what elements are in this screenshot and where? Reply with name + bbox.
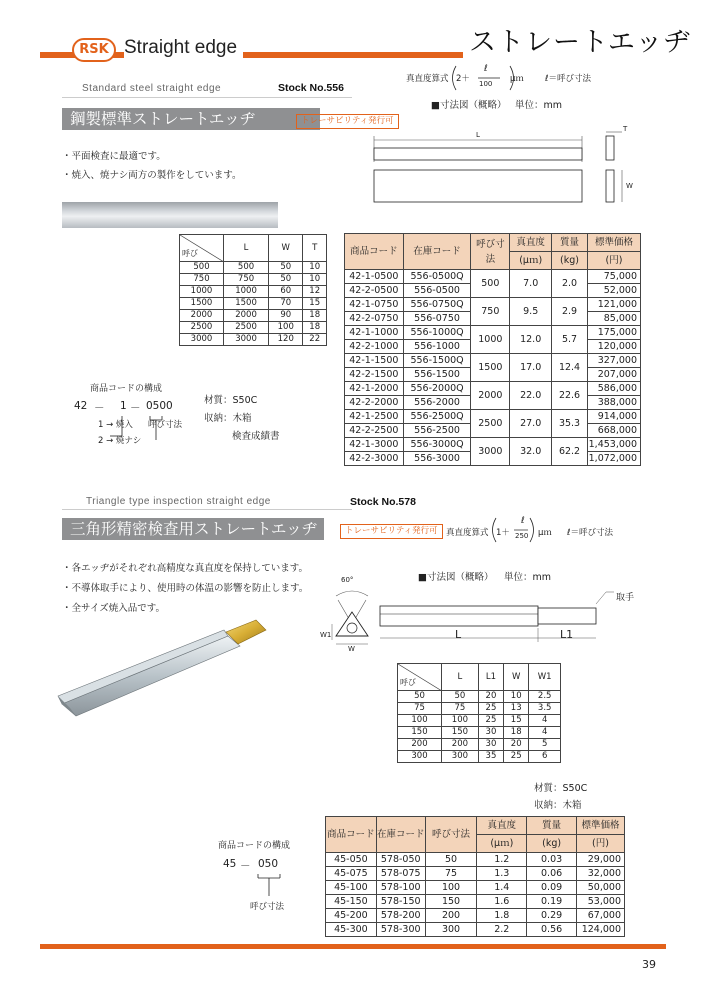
table-cell: 0.19 bbox=[527, 895, 577, 909]
table-cell: 50,000 bbox=[577, 881, 625, 895]
sec1-formula-unit: μｍ bbox=[510, 74, 524, 84]
table-cell: 70 bbox=[269, 298, 303, 310]
table-cell: 67,000 bbox=[577, 909, 625, 923]
header-title-jp: ストレートエッヂ bbox=[463, 20, 697, 59]
table-cell: 1.2 bbox=[477, 853, 527, 867]
table-row bbox=[180, 262, 327, 274]
sec1-diag-W: W bbox=[626, 182, 633, 190]
stock-code-cell: 556-2000Q bbox=[403, 382, 471, 396]
table-cell: 45-050 bbox=[326, 853, 377, 867]
table-cell: 1.6 bbox=[477, 895, 527, 909]
dim-header-corner: 呼び bbox=[180, 235, 224, 262]
table-cell: 0.06 bbox=[527, 867, 577, 881]
price1-h-mass-unit: (kg) bbox=[552, 252, 588, 270]
table-cell: 25 bbox=[478, 715, 503, 727]
sec1-code-dash1: － bbox=[94, 402, 105, 414]
price-cell: 668,000 bbox=[587, 424, 640, 438]
stock-code-cell: 556-0500 bbox=[403, 284, 471, 298]
stock-code-cell: 556-1000 bbox=[403, 340, 471, 354]
table-cell: 578-200 bbox=[376, 909, 425, 923]
size-cell: 750 bbox=[471, 298, 510, 326]
sec2-code-dash: － bbox=[240, 860, 251, 872]
sec1-formula-note: ℓ＝呼び寸法 bbox=[545, 74, 592, 84]
sec1-formula-num: ℓ bbox=[484, 64, 488, 74]
table-row bbox=[326, 853, 625, 867]
mass-cell: 35.3 bbox=[552, 410, 588, 438]
price1-h-code: 商品コード bbox=[345, 234, 404, 270]
table-cell: 45-150 bbox=[326, 895, 377, 909]
sec1-code-b: 1 bbox=[120, 400, 127, 412]
price2-h-price: 標準価格 bbox=[577, 817, 625, 835]
table-cell: 578-150 bbox=[376, 895, 425, 909]
product-code-cell: 42-1-1500 bbox=[345, 354, 404, 368]
sec2-formula-den: 250 bbox=[515, 532, 529, 540]
stock-code-cell: 556-3000 bbox=[403, 452, 471, 466]
product-code-cell: 42-2-0750 bbox=[345, 312, 404, 326]
sec1-diag-T: T bbox=[623, 125, 628, 133]
product-code-cell: 42-2-0500 bbox=[345, 284, 404, 298]
mass-cell: 2.0 bbox=[552, 270, 588, 298]
product-code-cell: 42-1-2000 bbox=[345, 382, 404, 396]
table-cell: 150 bbox=[425, 895, 477, 909]
sec2-band-title: 三角形精密検査用ストレートエッヂ bbox=[62, 518, 324, 540]
sec1-code-a: 42 bbox=[74, 400, 88, 412]
table-cell: 0.56 bbox=[527, 923, 577, 937]
price-cell: 175,000 bbox=[587, 326, 640, 340]
table-cell: 750 bbox=[224, 274, 269, 286]
table-cell: 45-200 bbox=[326, 909, 377, 923]
table-cell: 45-100 bbox=[326, 881, 377, 895]
price-cell: 1,453,000 bbox=[587, 438, 640, 452]
table-cell: 10 bbox=[303, 262, 327, 274]
price-cell: 75,000 bbox=[587, 270, 640, 284]
table-cell: 4 bbox=[529, 715, 561, 727]
table-cell: 60 bbox=[269, 286, 303, 298]
price1-h-flat-unit: (μｍ) bbox=[510, 252, 552, 270]
sec2-code-title: 商品コードの構成 bbox=[218, 841, 291, 851]
table-cell: 50 bbox=[269, 274, 303, 286]
price2-h-flat: 真直度 bbox=[477, 817, 527, 835]
sec1-code-note-2: 2 → 焼ナシ bbox=[98, 436, 142, 446]
table-row bbox=[398, 739, 561, 751]
dim2-header-corner: 呼び bbox=[398, 664, 442, 691]
table-cell: 578-075 bbox=[376, 867, 425, 881]
price2-h-stock: 在庫コード bbox=[376, 817, 425, 853]
table-cell: 90 bbox=[269, 310, 303, 322]
sec2-formula-note: ℓ＝呼び寸法 bbox=[567, 528, 614, 538]
price2-h-code: 商品コード bbox=[326, 817, 377, 853]
product-code-cell: 42-1-2500 bbox=[345, 410, 404, 424]
stock-code-cell: 556-1500Q bbox=[403, 354, 471, 368]
table-cell: 0.29 bbox=[527, 909, 577, 923]
flat-cell: 7.0 bbox=[510, 270, 552, 298]
sec2-formula-unit: μｍ bbox=[538, 528, 552, 538]
table-cell: 50 bbox=[269, 262, 303, 274]
table-cell: 500 bbox=[180, 262, 224, 274]
table-row bbox=[345, 382, 641, 396]
table-cell: 100 bbox=[398, 715, 442, 727]
sec1-diag-L: L bbox=[476, 131, 480, 139]
table-cell: 3000 bbox=[224, 334, 269, 346]
sec1-rule bbox=[62, 97, 352, 98]
sec1-code-dash2: － bbox=[130, 402, 141, 414]
table-cell: 50 bbox=[398, 691, 442, 703]
table-cell: 124,000 bbox=[577, 923, 625, 937]
sec2-dimension-table bbox=[397, 663, 561, 763]
sec2-traceability-badge: トレーサビリティ発行可 bbox=[340, 524, 443, 539]
table-row bbox=[180, 334, 327, 346]
table-row bbox=[345, 270, 641, 284]
price-cell: 388,000 bbox=[587, 396, 640, 410]
table-cell: 75 bbox=[425, 867, 477, 881]
table-cell: 20 bbox=[504, 739, 529, 751]
sec1-code-note-1: 1 → 焼入 bbox=[98, 420, 133, 430]
table-cell: 2000 bbox=[224, 310, 269, 322]
table-cell: 50 bbox=[442, 691, 479, 703]
price1-h-size: 呼び寸法 bbox=[471, 234, 510, 270]
sec2-material: 材質：S50C bbox=[534, 783, 588, 794]
price-cell: 85,000 bbox=[587, 312, 640, 326]
table-cell: 300 bbox=[398, 751, 442, 763]
table-cell: 100 bbox=[269, 322, 303, 334]
mass-cell: 12.4 bbox=[552, 354, 588, 382]
table-cell: 578-300 bbox=[376, 923, 425, 937]
table-row bbox=[398, 751, 561, 763]
product-code-cell: 42-2-1500 bbox=[345, 368, 404, 382]
table-row bbox=[180, 286, 327, 298]
sec2-diagram-label: ■寸法図（概略） bbox=[418, 572, 494, 583]
sec1-formula-den: 100 bbox=[479, 80, 493, 88]
sec2-price-table bbox=[325, 816, 625, 937]
sec1-unit: 単位：mm bbox=[515, 100, 563, 111]
table-cell: 1.8 bbox=[477, 909, 527, 923]
table-cell: 750 bbox=[180, 274, 224, 286]
table-cell: 32,000 bbox=[577, 867, 625, 881]
product-code-cell: 42-2-3000 bbox=[345, 452, 404, 466]
stock-code-cell: 556-3000Q bbox=[403, 438, 471, 452]
table-row bbox=[345, 298, 641, 312]
table-cell: 150 bbox=[442, 727, 479, 739]
sec2-title-en: Triangle type inspection straight edge bbox=[86, 496, 271, 507]
sec2-code-a: 45 bbox=[223, 858, 237, 870]
table-row bbox=[345, 438, 641, 452]
stock-code-cell: 556-2500Q bbox=[403, 410, 471, 424]
sec2-stock-no: Stock No.578 bbox=[350, 496, 416, 508]
product-code-cell: 42-2-2500 bbox=[345, 424, 404, 438]
sec1-diagram-label: ■寸法図（概略） bbox=[431, 100, 507, 111]
table-cell: 53,000 bbox=[577, 895, 625, 909]
stock-code-cell: 556-0750Q bbox=[403, 298, 471, 312]
price-cell: 121,000 bbox=[587, 298, 640, 312]
table-row bbox=[180, 322, 327, 334]
sec2-code-b: 050 bbox=[258, 858, 279, 870]
footer-rule bbox=[40, 944, 666, 949]
sec2-diag-L: L bbox=[455, 628, 462, 641]
table-row bbox=[326, 881, 625, 895]
table-row bbox=[345, 326, 641, 340]
mass-cell: 22.6 bbox=[552, 382, 588, 410]
sec2-formula-a: 1＋ bbox=[496, 528, 510, 538]
table-cell: 500 bbox=[224, 262, 269, 274]
sec2-case: 収納：木箱 bbox=[534, 800, 582, 811]
table-cell: 150 bbox=[398, 727, 442, 739]
price-cell: 914,000 bbox=[587, 410, 640, 424]
sec2-formula-num: ℓ bbox=[521, 516, 525, 526]
table-cell: 30 bbox=[478, 727, 503, 739]
stock-code-cell: 556-2500 bbox=[403, 424, 471, 438]
sec1-price-table bbox=[344, 233, 641, 466]
table-cell: 1.3 bbox=[477, 867, 527, 881]
table-row bbox=[398, 727, 561, 739]
table-cell: 2.5 bbox=[529, 691, 561, 703]
table-cell: 35 bbox=[478, 751, 503, 763]
table-cell: 3.5 bbox=[529, 703, 561, 715]
table-cell: 15 bbox=[504, 715, 529, 727]
price-cell: 586,000 bbox=[587, 382, 640, 396]
sec2-code-bracket bbox=[256, 872, 286, 902]
price-cell: 120,000 bbox=[587, 340, 640, 354]
flat-cell: 9.5 bbox=[510, 298, 552, 326]
table-cell: 300 bbox=[442, 751, 479, 763]
sec2-code-note: 呼び寸法 bbox=[250, 902, 285, 912]
product-code-cell: 42-1-0500 bbox=[345, 270, 404, 284]
sec2-bullet-2: ・不導体取手により、使用時の体温の影響を防止します。 bbox=[62, 583, 309, 594]
table-row bbox=[180, 274, 327, 286]
sec1-code-c: 0500 bbox=[146, 400, 173, 412]
sec1-cert: 検査成績書 bbox=[232, 431, 280, 442]
product-code-cell: 42-2-2000 bbox=[345, 396, 404, 410]
price2-h-mass-unit: (kg) bbox=[527, 835, 577, 853]
table-row bbox=[326, 895, 625, 909]
table-cell: 45-300 bbox=[326, 923, 377, 937]
sec2-bullet-1: ・各エッヂがそれぞれ高精度な真直度を保持しています。 bbox=[62, 563, 309, 574]
stock-code-cell: 556-2000 bbox=[403, 396, 471, 410]
sec1-formula-a: 2＋ bbox=[456, 74, 470, 84]
table-cell: 10 bbox=[303, 274, 327, 286]
table-cell: 3000 bbox=[180, 334, 224, 346]
price1-h-mass: 質量 bbox=[552, 234, 588, 252]
table-cell: 25 bbox=[478, 703, 503, 715]
price1-h-stock: 在庫コード bbox=[403, 234, 471, 270]
table-cell: 2500 bbox=[224, 322, 269, 334]
sec2-formula-label: 真直度算式 bbox=[446, 528, 489, 538]
flat-cell: 12.0 bbox=[510, 326, 552, 354]
triangle-edge-photo bbox=[56, 616, 268, 720]
sec2-diag-L1: L1 bbox=[560, 628, 574, 641]
sec1-traceability-badge: トレーサビリティ発行可 bbox=[296, 114, 399, 129]
sec2-diag-W: W bbox=[348, 645, 355, 653]
flat-cell: 22.0 bbox=[510, 382, 552, 410]
flat-cell: 27.0 bbox=[510, 410, 552, 438]
price2-h-price-unit: (円) bbox=[577, 835, 625, 853]
table-cell: 20 bbox=[478, 691, 503, 703]
table-cell: 75 bbox=[442, 703, 479, 715]
sec1-material: 材質：S50C bbox=[204, 395, 258, 406]
table-cell: 200 bbox=[425, 909, 477, 923]
table-cell: 18 bbox=[504, 727, 529, 739]
table-cell: 4 bbox=[529, 727, 561, 739]
stock-code-cell: 556-0500Q bbox=[403, 270, 471, 284]
table-cell: 1.4 bbox=[477, 881, 527, 895]
stock-code-cell: 556-1000Q bbox=[403, 326, 471, 340]
table-cell: 578-050 bbox=[376, 853, 425, 867]
table-cell: 1500 bbox=[180, 298, 224, 310]
table-row bbox=[345, 410, 641, 424]
table-row bbox=[326, 909, 625, 923]
table-cell: 2000 bbox=[180, 310, 224, 322]
price2-h-size: 呼び寸法 bbox=[425, 817, 477, 853]
table-row bbox=[398, 703, 561, 715]
sec1-dimension-table bbox=[179, 234, 327, 346]
product-code-cell: 42-1-0750 bbox=[345, 298, 404, 312]
table-cell: 45-075 bbox=[326, 867, 377, 881]
table-cell: 15 bbox=[303, 298, 327, 310]
table-row bbox=[398, 691, 561, 703]
price2-h-mass: 質量 bbox=[527, 817, 577, 835]
product-code-cell: 42-1-1000 bbox=[345, 326, 404, 340]
dim-header-W: W bbox=[269, 235, 303, 262]
table-cell: 1000 bbox=[224, 286, 269, 298]
table-cell: 100 bbox=[442, 715, 479, 727]
table-row bbox=[398, 715, 561, 727]
table-row bbox=[326, 867, 625, 881]
table-row bbox=[180, 298, 327, 310]
table-cell: 12 bbox=[303, 286, 327, 298]
sec1-formula-label: 真直度算式 bbox=[406, 74, 449, 84]
product-code-cell: 42-2-1000 bbox=[345, 340, 404, 354]
dim2-header-W: W bbox=[504, 664, 529, 691]
table-cell: 1500 bbox=[224, 298, 269, 310]
sec1-bullet-1: ・平面検査に最適です。 bbox=[62, 151, 166, 162]
sec2-bullet-3: ・全サイズ焼入品です。 bbox=[62, 603, 165, 614]
dim-header-T: T bbox=[303, 235, 327, 262]
flat-cell: 32.0 bbox=[510, 438, 552, 466]
size-cell: 2000 bbox=[471, 382, 510, 410]
mass-cell: 62.2 bbox=[552, 438, 588, 466]
size-cell: 500 bbox=[471, 270, 510, 298]
price-cell: 207,000 bbox=[587, 368, 640, 382]
size-cell: 1500 bbox=[471, 354, 510, 382]
steel-bar-photo bbox=[62, 202, 278, 228]
table-cell: 29,000 bbox=[577, 853, 625, 867]
flat-cell: 17.0 bbox=[510, 354, 552, 382]
table-cell: 50 bbox=[425, 853, 477, 867]
price1-h-flat: 真直度 bbox=[510, 234, 552, 252]
dim2-header-L1: L1 bbox=[478, 664, 503, 691]
sec2-diag-W1: W1 bbox=[320, 631, 332, 639]
price1-h-price-unit: (円) bbox=[587, 252, 640, 270]
table-cell: 6 bbox=[529, 751, 561, 763]
rsk-logo: RSK bbox=[72, 38, 116, 62]
table-row bbox=[345, 354, 641, 368]
size-cell: 3000 bbox=[471, 438, 510, 466]
table-cell: 2500 bbox=[180, 322, 224, 334]
table-cell: 10 bbox=[504, 691, 529, 703]
sec1-case: 収納：木箱 bbox=[204, 413, 252, 424]
sec1-code-title: 商品コードの構成 bbox=[90, 384, 163, 394]
stock-code-cell: 556-0750 bbox=[403, 312, 471, 326]
dim-header-L: L bbox=[224, 235, 269, 262]
sec2-rule bbox=[62, 509, 352, 510]
table-cell: 578-100 bbox=[376, 881, 425, 895]
table-cell: 200 bbox=[398, 739, 442, 751]
sec1-dimension-diagram bbox=[366, 122, 656, 208]
table-cell: 120 bbox=[269, 334, 303, 346]
size-cell: 1000 bbox=[471, 326, 510, 354]
sec2-diag-handle: 取手 bbox=[616, 593, 635, 603]
table-cell: 5 bbox=[529, 739, 561, 751]
price1-h-price: 標準価格 bbox=[587, 234, 640, 252]
price-cell: 52,000 bbox=[587, 284, 640, 298]
sec1-band-title: 鋼製標準ストレートエッヂ bbox=[62, 108, 320, 130]
sec1-bullet-2: ・焼入、焼ナシ両方の製作をしています。 bbox=[62, 170, 242, 181]
sec1-code-note-3: 呼び寸法 bbox=[148, 420, 183, 430]
product-code-cell: 42-1-3000 bbox=[345, 438, 404, 452]
sec1-title-en: Standard steel straight edge bbox=[82, 83, 222, 94]
table-cell: 25 bbox=[504, 751, 529, 763]
table-row bbox=[326, 923, 625, 937]
mass-cell: 5.7 bbox=[552, 326, 588, 354]
price-cell: 327,000 bbox=[587, 354, 640, 368]
table-cell: 22 bbox=[303, 334, 327, 346]
table-cell: 18 bbox=[303, 310, 327, 322]
dim2-header-W1: W1 bbox=[529, 664, 561, 691]
table-cell: 2.2 bbox=[477, 923, 527, 937]
table-cell: 18 bbox=[303, 322, 327, 334]
table-cell: 0.09 bbox=[527, 881, 577, 895]
table-cell: 100 bbox=[425, 881, 477, 895]
table-cell: 0.03 bbox=[527, 853, 577, 867]
sec2-unit: 単位：mm bbox=[504, 572, 552, 583]
stock-code-cell: 556-1500 bbox=[403, 368, 471, 382]
table-cell: 30 bbox=[478, 739, 503, 751]
table-cell: 13 bbox=[504, 703, 529, 715]
header-title-en: Straight edge bbox=[124, 37, 243, 59]
sec1-stock-no: Stock No.556 bbox=[278, 82, 344, 94]
table-cell: 75 bbox=[398, 703, 442, 715]
price-cell: 1,072,000 bbox=[587, 452, 640, 466]
sec2-dimension-diagram bbox=[322, 584, 662, 664]
dim2-header-L: L bbox=[442, 664, 479, 691]
table-cell: 300 bbox=[425, 923, 477, 937]
price2-h-flat-unit: (μｍ) bbox=[477, 835, 527, 853]
table-row bbox=[180, 310, 327, 322]
sec2-diag-angle: 60° bbox=[341, 576, 354, 584]
size-cell: 2500 bbox=[471, 410, 510, 438]
mass-cell: 2.9 bbox=[552, 298, 588, 326]
page-number: 39 bbox=[642, 958, 656, 971]
table-cell: 1000 bbox=[180, 286, 224, 298]
table-cell: 200 bbox=[442, 739, 479, 751]
